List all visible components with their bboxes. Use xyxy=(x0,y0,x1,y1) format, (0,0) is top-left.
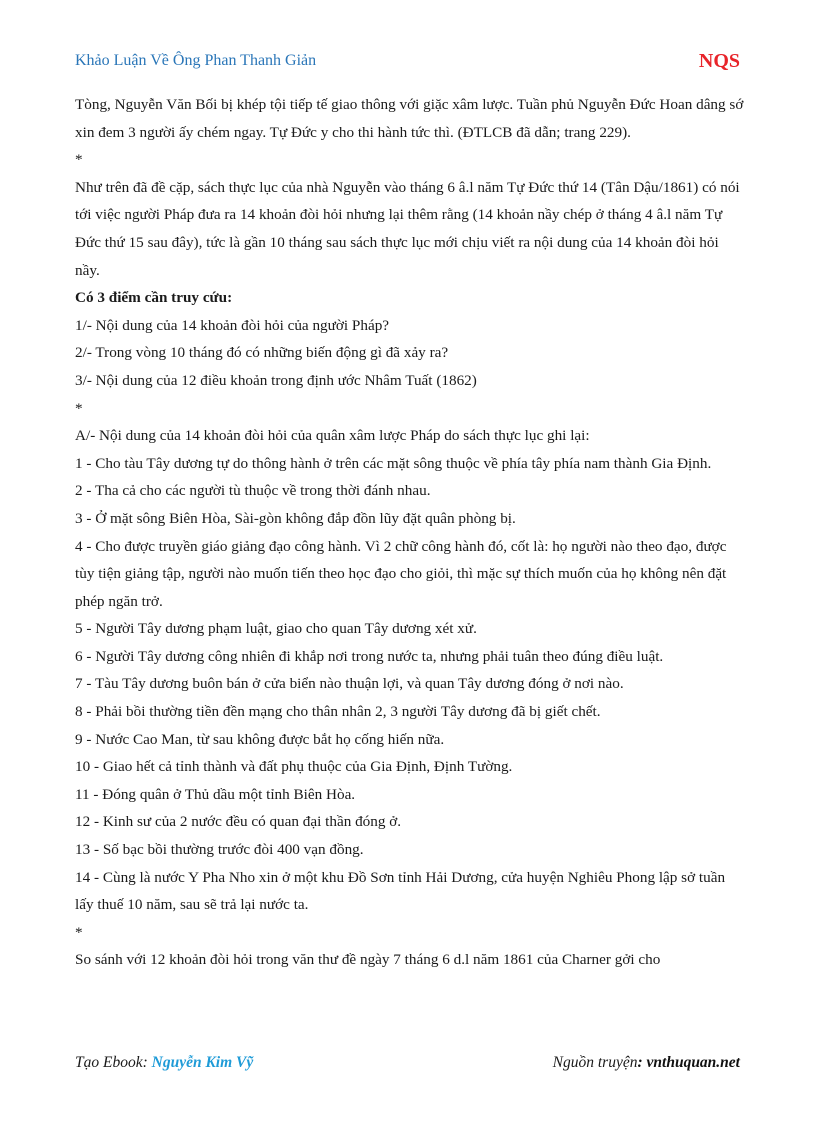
footer-source-sep: : xyxy=(637,1054,647,1071)
paragraph: So sánh với 12 khoản đòi hỏi trong văn thư đề ngày 7 tháng 6 d.l năm 1861 của Charner gởi cho xyxy=(75,951,661,969)
paragraph: Như trên đã đề cặp, sách thực lục của nhà Nguyễn vào tháng 6 â.l năm Tự Đức thứ 14 (Tân Dậu/1861) có nói tới việc người Pháp đưa ra 14 khoản đòi hỏi nhưng lại thêm rằng (14 khoản nầy chép ở tháng 4 â.l năm Tự Đức thứ 15 sau đây), tức là gần 10 tháng sau sách thực lục mới chịu viết ra nội dung của 14 khoản đòi hỏi nầy. xyxy=(75,178,740,279)
list-item: 8 - Phải bồi thường tiền đền mạng cho thân nhân 2, 3 người Tây dương đã bị giết chết. xyxy=(75,703,601,721)
footer-credit-label: Tạo Ebook xyxy=(75,1054,143,1071)
list-item: 1 - Cho tàu Tây dương tự do thông hành ở trên các mặt sông thuộc về phía tây phía nam thành Gia Định. xyxy=(75,454,712,472)
list-item: 6 - Người Tây dương công nhiên đi khắp nơi trong nước ta, nhưng phải tuân theo đúng điều luật. xyxy=(75,647,664,665)
footer-credit-name: Nguyễn Kim Vỹ xyxy=(151,1054,254,1071)
list-item: 3 - Ở mặt sông Biên Hòa, Sài-gòn không đắp đồn lũy đặt quân phòng bị. xyxy=(75,509,516,527)
page-content xyxy=(75,91,744,974)
list-item: 12 - Kinh sư của 2 nước đều có quan đại thần đóng ở. xyxy=(75,813,402,831)
footer-source xyxy=(553,1054,740,1072)
point-item: 3/- Nội dung của 12 điều khoản trong định ước Nhâm Tuất (1862) xyxy=(75,371,477,389)
footer-credit xyxy=(75,1054,253,1072)
list-item: 10 - Giao hết cả tỉnh thành và đất phụ thuộc của Gia Định, Định Tường. xyxy=(75,758,513,776)
list-item: 14 - Cùng là nước Y Pha Nho xin ở một khu Đồ Sơn tỉnh Hải Dương, cửa huyện Nghiêu Phong lập sở tuần lấy thuế 10 năm, sau sẽ trả lại nước ta. xyxy=(75,868,726,914)
page-footer xyxy=(75,1054,740,1076)
footer-source-site: vnthuquan.net xyxy=(646,1054,740,1071)
section-a-intro: A/- Nội dung của 14 khoản đòi hỏi của quân xâm lược Pháp do sách thực lục ghi lại: xyxy=(75,427,590,445)
page-header xyxy=(75,52,740,74)
separator: * xyxy=(75,399,83,417)
section-heading: Có 3 điểm cần truy cứu: xyxy=(75,289,233,307)
list-item: 13 - Số bạc bồi thường trước đòi 400 vạn đồng. xyxy=(75,841,364,859)
list-item: 7 - Tàu Tây dương buôn bán ở cửa biển nào thuận lợi, và quan Tây dương đóng ở nơi nào. xyxy=(75,675,624,693)
list-item: 4 - Cho được truyền giáo giảng đạo công hành. Vì 2 chữ công hành đó, cốt là: họ người nào theo đạo, được tùy tiện giảng tập, người nào muốn tiến theo học đạo cho giỏi, thì mặc sự thích muốn của họ không nên đặt phép ngăn trở. xyxy=(75,537,727,610)
list-item: 9 - Nước Cao Man, từ sau không được bắt họ cống hiến nữa. xyxy=(75,730,445,748)
footer-credit-sep: : xyxy=(142,1054,152,1071)
list-item: 2 - Tha cả cho các người tù thuộc về trong thời đánh nhau. xyxy=(75,482,431,500)
footer-source-label: Nguồn truyện xyxy=(552,1054,638,1071)
separator: * xyxy=(75,151,83,169)
header-brand: NQS xyxy=(698,50,740,72)
point-item: 2/- Trong vòng 10 tháng đó có những biến động gì đã xảy ra? xyxy=(75,344,449,362)
list-item: 11 - Đóng quân ở Thủ dầu một tỉnh Biên Hòa. xyxy=(75,785,356,803)
paragraph: Tòng, Nguyễn Văn Bối bị khép tội tiếp tế giao thông với giặc xâm lược. Tuần phủ Nguyễn Đức Hoan dâng sớ xin đem 3 người ấy chém ngay. Tự Đức y cho thi hành tức thì. (ĐTLCB đã dẫn; trang 229). xyxy=(75,96,744,141)
point-item: 1/- Nội dung của 14 khoản đòi hỏi của người Pháp? xyxy=(75,316,390,334)
list-item: 5 - Người Tây dương phạm luật, giao cho quan Tây dương xét xử. xyxy=(75,620,477,638)
separator: * xyxy=(75,923,83,941)
header-title: Khảo Luận Về Ông Phan Thanh Giản xyxy=(75,52,317,69)
